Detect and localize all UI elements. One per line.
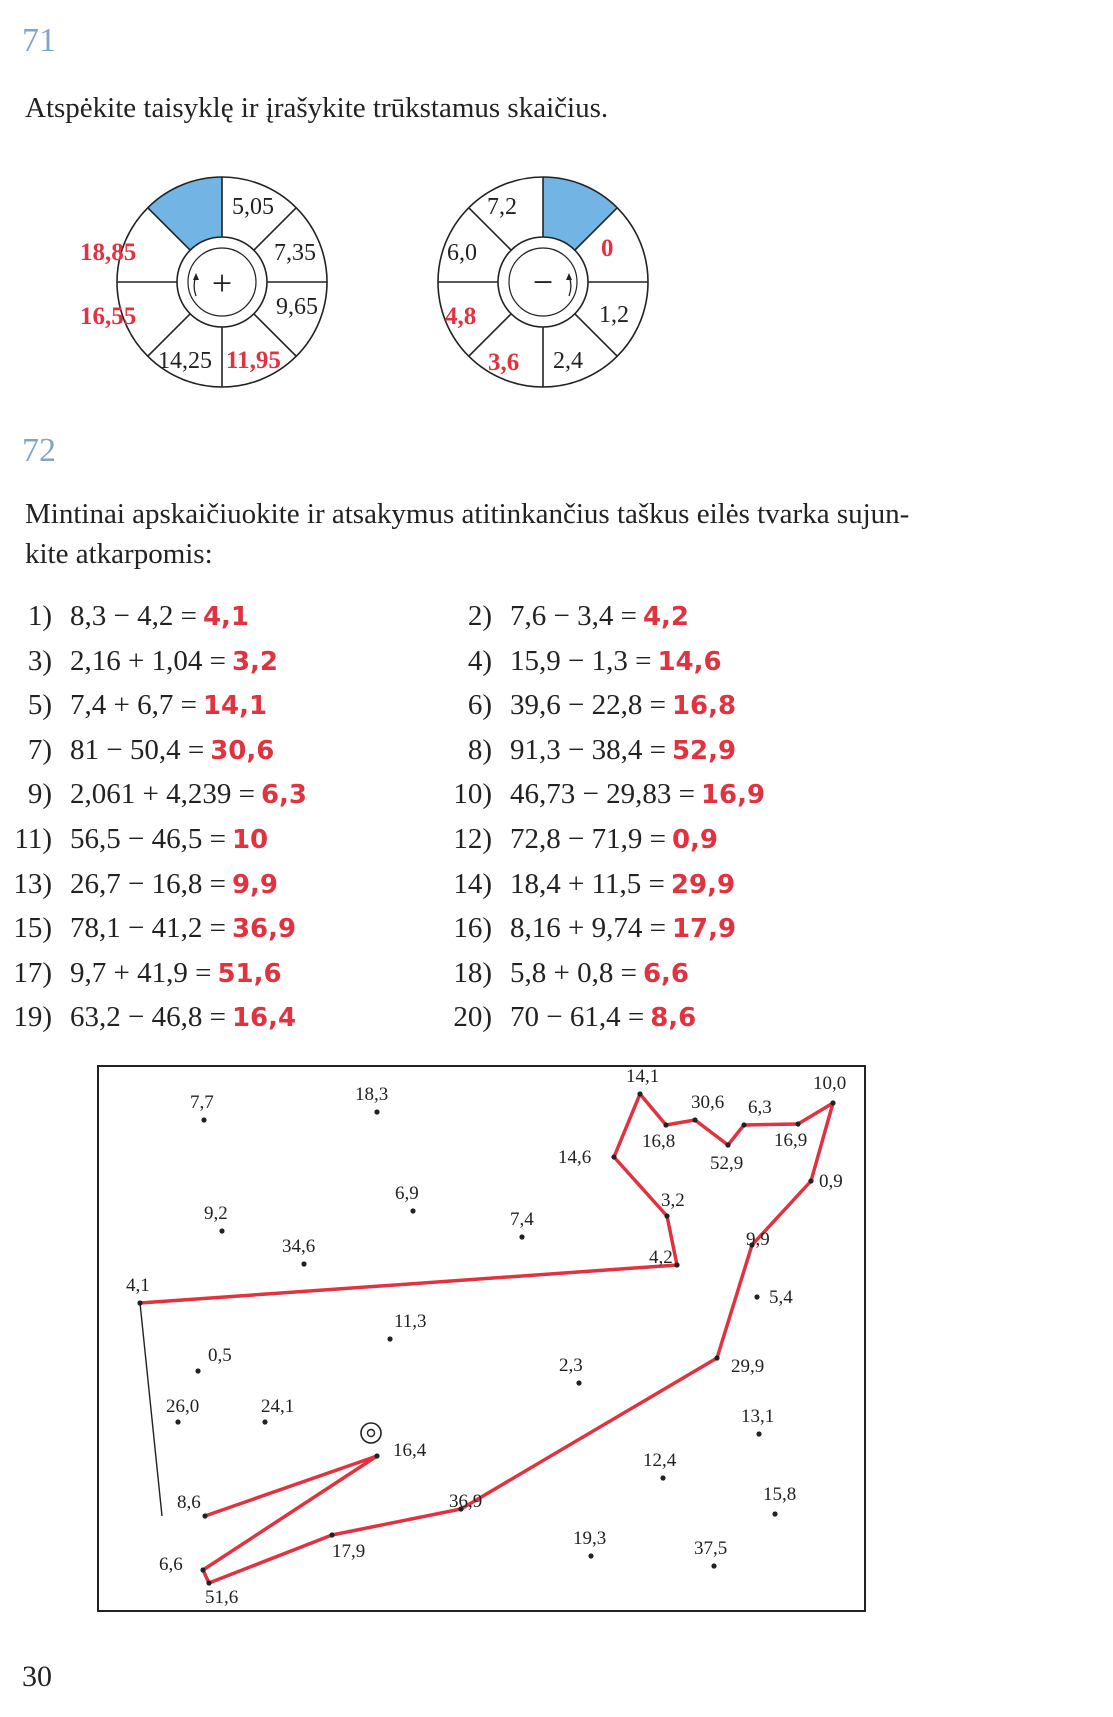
equation-answer: 16,4: [231, 1003, 297, 1034]
dot-point: [137, 1300, 142, 1305]
equation-number: 16): [453, 912, 492, 945]
equation-answer: 52,9: [671, 735, 737, 766]
dot-label: 4,1: [126, 1275, 150, 1296]
dot-point: [374, 1109, 379, 1114]
dot-point: [387, 1336, 392, 1341]
dot-point: [692, 1117, 697, 1122]
page-number: 30: [22, 1660, 52, 1693]
equation-expression: 7,6 − 3,4 =: [510, 600, 637, 632]
dot-label: 26,0: [166, 1396, 200, 1417]
dot-label: 52,9: [710, 1153, 744, 1174]
equation-expression: 39,6 − 22,8 =: [510, 689, 666, 722]
equation-answer: 8,6: [650, 1003, 697, 1034]
equation-expression: 8,16 + 9,74 =: [510, 912, 666, 945]
wheel-operator: −: [532, 262, 554, 302]
equation-answer: 3,2: [231, 646, 279, 677]
dot-point: [206, 1580, 211, 1585]
exercise-72-instruction-line1: Mintinai apskaičiuokite ir atsakymus atitinkančius taškus eilės tvarka sujun-: [25, 498, 910, 530]
equation-number: 5): [27, 689, 52, 722]
equation-number: 12): [453, 823, 492, 855]
equation-number: 6): [467, 689, 492, 722]
exercise-71-instruction: Atspėkite taisyklę ir įrašykite trūkstamus skaičius.: [25, 92, 609, 124]
equation-expression: 46,73 − 29,83 =: [510, 778, 695, 811]
equation-number: 17): [13, 956, 52, 989]
dot-point: [711, 1563, 716, 1568]
equation-number: 20): [453, 1001, 492, 1034]
dot-point: [714, 1355, 719, 1360]
dot-point: [329, 1532, 334, 1537]
equation-answer: 10: [231, 825, 269, 855]
sector-value: 14,25: [158, 348, 212, 374]
equation-expression: 56,5 − 46,5 =: [70, 823, 226, 855]
dot-point: [175, 1419, 180, 1424]
equation-answer: 14,6: [657, 646, 722, 677]
equation-number: 10): [453, 778, 492, 811]
dot-label: 6,6: [159, 1554, 183, 1575]
dot-label: 16,8: [642, 1131, 676, 1152]
dot-label: 2,3: [559, 1355, 583, 1376]
exercise-72-number: 72: [22, 432, 56, 469]
equation-number: 11): [14, 823, 52, 855]
equation-number: 2): [467, 600, 492, 632]
dot-label: 3,2: [661, 1190, 685, 1211]
dot-point: [795, 1121, 800, 1126]
dot-point: [200, 1567, 205, 1572]
equation-expression: 78,1 − 41,2 =: [70, 912, 226, 945]
dot-label: 10,0: [813, 1073, 847, 1094]
sector-value: 9,65: [276, 294, 318, 320]
dot-point: [301, 1261, 306, 1266]
equation-expression: 72,8 − 71,9 =: [510, 823, 666, 855]
dot-label: 5,4: [769, 1287, 793, 1308]
equation-expression: 26,7 − 16,8 =: [70, 867, 226, 900]
dot-label: 36,9: [449, 1491, 483, 1512]
dot-point: [830, 1100, 835, 1105]
sector-value: 1,2: [599, 302, 629, 328]
equation-number: 14): [453, 867, 492, 900]
dot-point: [262, 1419, 267, 1424]
dot-label: 11,3: [394, 1311, 427, 1332]
eye-mark: [361, 1423, 381, 1443]
dot-point: [808, 1178, 813, 1183]
equation-answer: 30,6: [210, 735, 275, 766]
sector-answer: 11,95: [226, 347, 281, 374]
dot-label: 16,9: [774, 1130, 808, 1151]
dot-label: 16,4: [393, 1440, 427, 1461]
equation-answer: 6,6: [642, 958, 690, 989]
equation-answer: 14,1: [202, 691, 268, 722]
dot-point: [202, 1513, 207, 1518]
equation-number: 15): [13, 912, 52, 945]
dot-point: [201, 1117, 206, 1122]
dot-label: 8,6: [177, 1492, 201, 1513]
sector-answer: 4,8: [445, 303, 477, 330]
equation-number: 13): [13, 867, 52, 900]
dot-point: [741, 1122, 746, 1127]
equation-expression: 5,8 + 0,8 =: [510, 956, 637, 989]
dot-point: [664, 1213, 669, 1218]
dot-label: 30,6: [691, 1092, 725, 1113]
dot-label: 17,9: [332, 1541, 366, 1562]
equation-number: 4): [467, 644, 492, 677]
dot-point: [754, 1294, 759, 1299]
dot-label: 14,6: [558, 1147, 592, 1168]
sector-answer: 3,6: [488, 349, 520, 376]
dot-point: [772, 1511, 777, 1516]
dot-point: [219, 1228, 224, 1233]
dot-label: 18,3: [355, 1084, 389, 1105]
equation-expression: 18,4 + 11,5 =: [510, 867, 665, 900]
equation-expression: 81 − 50,4 =: [70, 733, 205, 766]
dot-label: 7,7: [190, 1092, 214, 1113]
dot-point: [674, 1262, 679, 1267]
dot-point: [663, 1122, 668, 1127]
dot-point: [588, 1553, 593, 1558]
equation-expression: 15,9 − 1,3 =: [510, 644, 652, 677]
dot-label: 34,6: [282, 1236, 316, 1257]
dot-label: 15,8: [763, 1484, 797, 1505]
dot-label: 51,6: [205, 1587, 239, 1608]
dot-label: 9,9: [746, 1229, 770, 1250]
sector-value: 6,0: [447, 240, 477, 266]
equation-answer: 4,2: [642, 602, 690, 632]
dot-label: 7,4: [510, 1209, 534, 1230]
equation-answer: 29,9: [670, 869, 736, 900]
dot-point: [660, 1475, 665, 1480]
dot-label: 6,3: [748, 1097, 772, 1118]
dot-point: [195, 1368, 200, 1373]
equation-answer: 51,6: [217, 958, 282, 989]
dot-label: 0,9: [819, 1171, 843, 1192]
dot-label: 6,9: [395, 1183, 419, 1204]
equation-number: 3): [27, 644, 52, 677]
dot-label: 13,1: [741, 1406, 775, 1427]
wheel-operator: +: [211, 263, 233, 303]
sector-answer: 0: [601, 235, 614, 262]
equation-answer: 36,9: [231, 914, 297, 945]
sector-answer: 16,55: [80, 303, 137, 330]
sector-value: 5,05: [232, 194, 274, 220]
equation-expression: 9,7 + 41,9 =: [70, 956, 212, 989]
dot-label: 24,1: [261, 1396, 295, 1417]
equation-number: 18): [453, 956, 492, 989]
dot-label: 12,4: [643, 1450, 677, 1471]
exercise-71-number: 71: [22, 22, 56, 59]
equation-answer: 17,9: [671, 914, 737, 945]
dot-point: [374, 1453, 379, 1458]
dot-label: 29,9: [731, 1356, 765, 1377]
picture-frame: [98, 1066, 865, 1611]
equation-expression: 70 − 61,4 =: [510, 1001, 645, 1034]
equation-expression: 63,2 − 46,8 =: [70, 1001, 226, 1034]
equation-number: 9): [27, 778, 52, 811]
equation-expression: 2,16 + 1,04 =: [70, 644, 226, 677]
sector-value: 7,2: [487, 194, 517, 220]
equation-number: 8): [467, 733, 492, 766]
equation-expression: 8,3 − 4,2 =: [70, 600, 197, 632]
dot-label: 19,3: [573, 1528, 607, 1549]
dot-point: [611, 1154, 616, 1159]
equation-answer: 16,9: [700, 780, 766, 811]
equation-answer: 4,1: [202, 602, 250, 632]
dot-label: 9,2: [204, 1203, 228, 1224]
dot-label: 0,5: [208, 1345, 232, 1366]
dot-label: 4,2: [649, 1247, 673, 1268]
sector-value: 2,4: [553, 348, 583, 374]
sector-answer: 18,85: [80, 239, 137, 266]
dot-label: 37,5: [694, 1538, 728, 1559]
equation-number: 1): [27, 600, 52, 632]
equation-expression: 2,061 + 4,239 =: [70, 778, 255, 811]
dot-point: [519, 1234, 524, 1239]
equation-number: 7): [27, 733, 52, 766]
equation-answer: 0,9: [671, 825, 719, 855]
dot-label: 14,1: [626, 1066, 660, 1087]
exercise-72-instruction-line2: kite atkarpomis:: [25, 538, 213, 570]
equation-expression: 7,4 + 6,7 =: [70, 689, 197, 722]
equation-answer: 16,8: [671, 691, 737, 722]
dot-point: [756, 1431, 761, 1436]
dot-point: [637, 1091, 642, 1096]
equation-expression: 91,3 − 38,4 =: [510, 733, 666, 766]
dot-point: [725, 1142, 730, 1147]
equation-answer: 9,9: [231, 869, 279, 900]
dot-point: [410, 1208, 415, 1213]
sector-value: 7,35: [274, 240, 316, 266]
equation-answer: 6,3: [260, 780, 308, 811]
equation-number: 19): [13, 1001, 52, 1034]
dot-point: [576, 1380, 581, 1385]
